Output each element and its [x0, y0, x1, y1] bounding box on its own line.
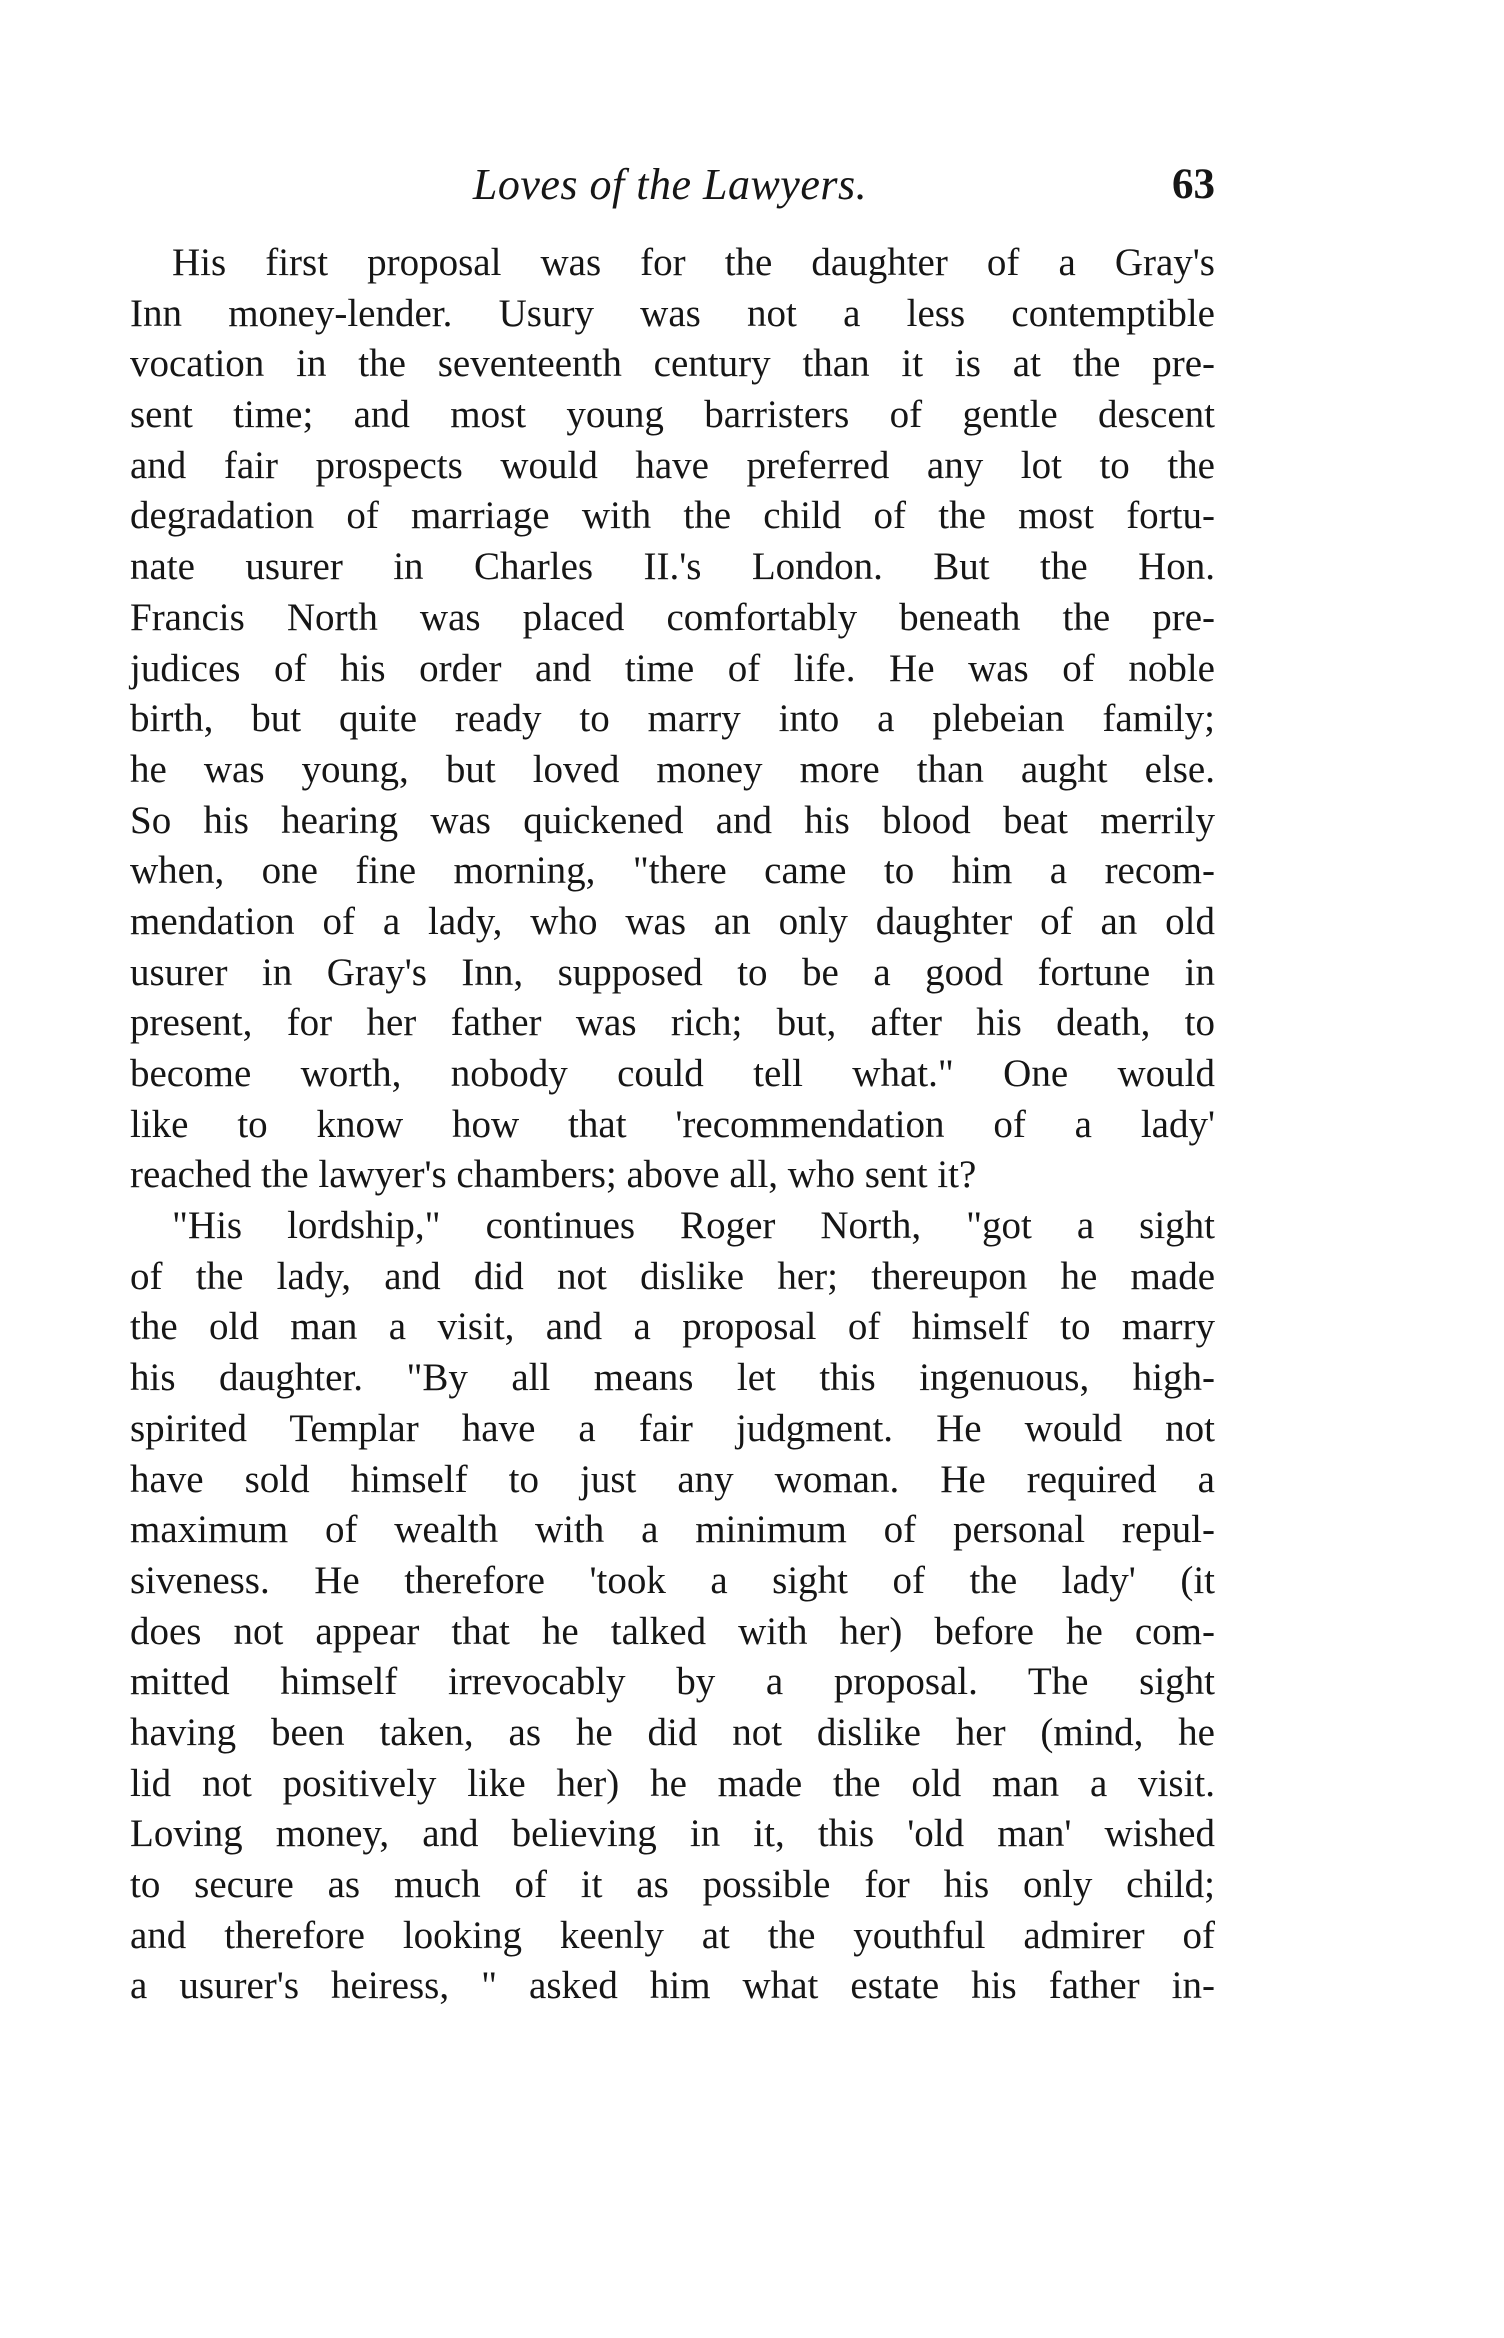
- text-line: reached the lawyer's chambers; above all, who sent it?: [130, 1153, 977, 1197]
- text-line: nate usurer in Charles II.'s London. But the Hon.: [130, 545, 1215, 589]
- page-number: 63: [1172, 161, 1215, 208]
- text-line: spirited Templar have a fair judgment. He would not: [130, 1406, 1215, 1450]
- text-line: birth, but quite ready to marry into a plebeian family;: [130, 697, 1215, 741]
- text-line: So his hearing was quickened and his blood beat merrily: [130, 798, 1215, 842]
- text-line: degradation of marriage with the child of the most fortu-: [130, 494, 1215, 538]
- text-line: like to know how that 'recommendation of a lady': [130, 1102, 1215, 1146]
- text-line: maximum of wealth with a minimum of personal repul-: [130, 1508, 1215, 1552]
- text-line: and therefore looking keenly at the youthful admirer of: [130, 1913, 1215, 1957]
- text-line: lid not positively like her) he made the old man a visit.: [130, 1761, 1215, 1805]
- text-line: he was young, but loved money more than aught else.: [130, 747, 1215, 791]
- text-line: having been taken, as he did not dislike her (mind, he: [130, 1710, 1215, 1754]
- text-line: judices of his order and time of life. He was of noble: [130, 646, 1215, 690]
- text-line: present, for her father was rich; but, after his death, to: [130, 1001, 1215, 1045]
- text-line: does not appear that he talked with her) before he com-: [130, 1609, 1215, 1653]
- text-line: mendation of a lady, who was an only daughter of an old: [130, 899, 1215, 943]
- text-line: and fair prospects would have preferred any lot to the: [130, 443, 1215, 487]
- text-line: mitted himself irrevocably by a proposal. The sight: [130, 1660, 1215, 1704]
- text-line: Loving money, and believing in it, this 'old man' wished: [130, 1812, 1215, 1856]
- text-line: siveness. He therefore 'took a sight of the lady' (it: [130, 1558, 1215, 1602]
- text-line: Francis North was placed comfortably beneath the pre-: [130, 595, 1215, 639]
- running-title: Loves of the Lawyers.: [472, 160, 868, 209]
- text-line: vocation in the seventeenth century than it is at the pre-: [130, 342, 1215, 386]
- text-line: usurer in Gray's Inn, supposed to be a good fortune in: [130, 950, 1215, 994]
- text-line: Inn money-lender. Usury was not a less contemptible: [130, 291, 1215, 335]
- text-line: a usurer's heiress, " asked him what estate his father in-: [130, 1964, 1215, 2008]
- text-line: have sold himself to just any woman. He required a: [130, 1457, 1215, 1501]
- text-line: the old man a visit, and a proposal of himself to marry: [130, 1305, 1215, 1349]
- page-header: [130, 150, 1215, 220]
- text-line: His first proposal was for the daughter of a Gray's: [172, 241, 1215, 284]
- text-line: of the lady, and did not dislike her; thereupon he made: [130, 1254, 1215, 1298]
- text-line: "His lordship," continues Roger North, "got a sight: [172, 1204, 1215, 1248]
- text-line: sent time; and most young barristers of gentle descent: [130, 393, 1215, 437]
- text-line: his daughter. "By all means let this ingenuous, high-: [130, 1356, 1215, 1400]
- body-text: [130, 238, 1215, 2012]
- text-line: become worth, nobody could tell what." One would: [130, 1052, 1215, 1095]
- text-line: to secure as much of it as possible for his only child;: [130, 1863, 1215, 1906]
- text-line: when, one fine morning, "there came to him a recom-: [130, 849, 1215, 893]
